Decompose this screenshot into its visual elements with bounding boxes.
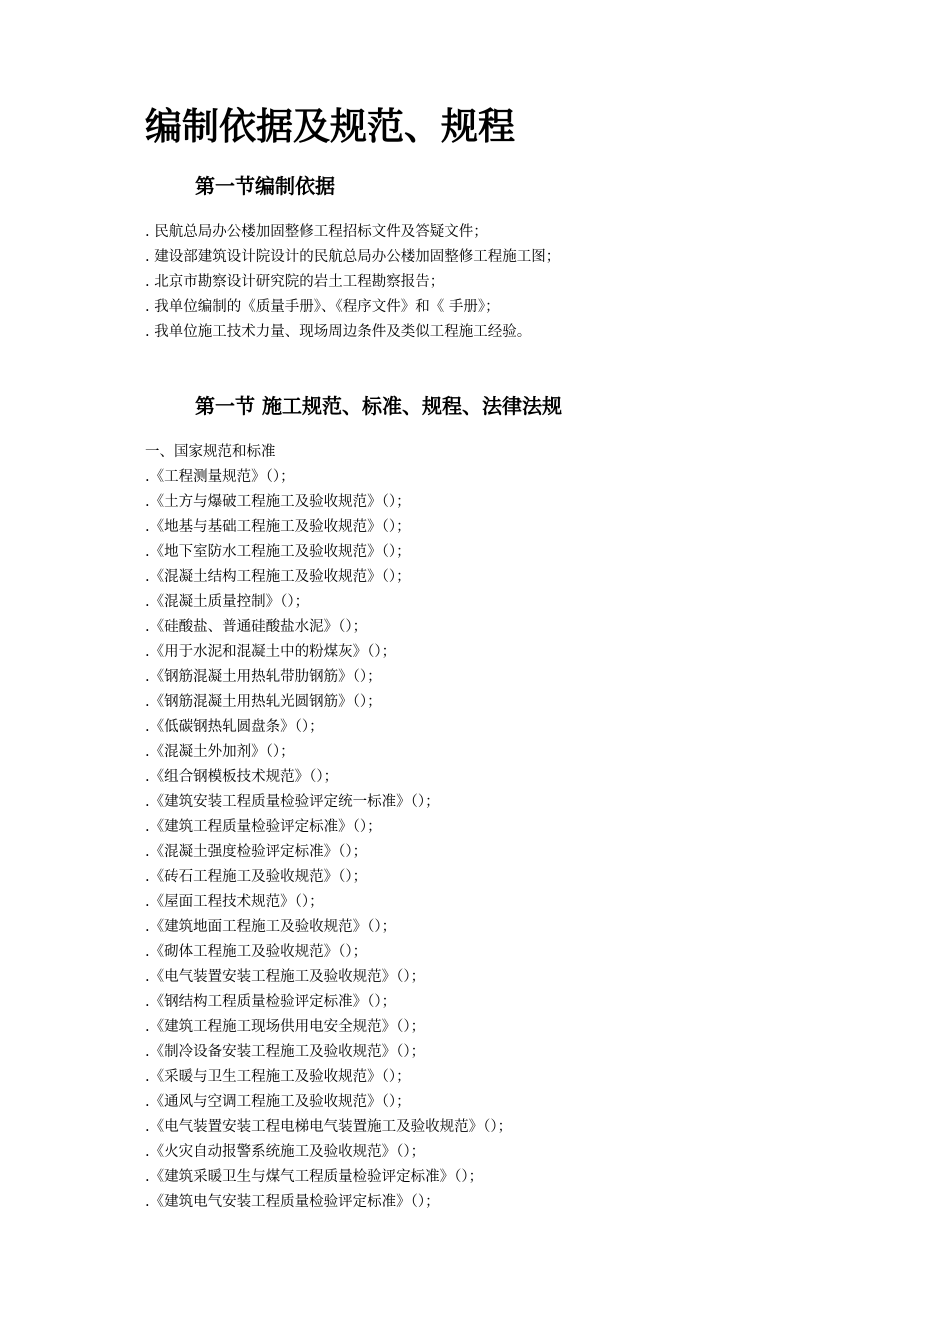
standard-item: .《火灾自动报警系统施工及验收规范》（）； <box>145 1144 426 1160</box>
standards-block <box>145 440 512 1215</box>
standard-item: .《建筑安装工程质量检验评定统一标准》（）； <box>145 794 440 810</box>
national-standards-subheading: 一、国家规范和标准 <box>145 444 276 460</box>
compilation-basis-item: . 我单位施工技术力量、现场周边条件及类似工程施工经验。 <box>145 324 532 340</box>
compilation-basis-item: . 建设部建筑设计院设计的民航总局办公楼加固整修工程施工图； <box>145 249 561 265</box>
standard-item: .《建筑采暖卫生与煤气工程质量检验评定标准》（）； <box>145 1169 484 1185</box>
standard-item: .《建筑电气安装工程质量检验评定标准》（）； <box>145 1194 440 1210</box>
standard-item: .《建筑地面工程施工及验收规范》（）； <box>145 919 397 935</box>
standard-item: .《建筑工程质量检验评定标准》（）； <box>145 819 382 835</box>
compilation-basis-item: . 我单位编制的《质量手册》、《程序文件》和《 手册》； <box>145 299 500 315</box>
standard-item: .《电气装置安装工程施工及验收规范》（）； <box>145 969 426 985</box>
standard-item: .《低碳钢热轧圆盘条》（）； <box>145 719 324 735</box>
section-heading-standards: 第一节 施工规范、标准、规程、法律法规 <box>195 394 562 418</box>
standard-item: .《电气装置安装工程电梯电气装置施工及验收规范》（）； <box>145 1119 513 1135</box>
compilation-basis-list <box>145 220 560 345</box>
standard-item: .《采暖与卫生工程施工及验收规范》（）； <box>145 1069 411 1085</box>
standard-item: .《建筑工程施工现场供用电安全规范》（）； <box>145 1019 426 1035</box>
standard-item: .《混凝土外加剂》（）； <box>145 744 295 760</box>
standard-item: .《工程测量规范》（）； <box>145 469 295 485</box>
standard-item: .《组合钢模板技术规范》（）； <box>145 769 339 785</box>
standard-item: .《制冷设备安装工程施工及验收规范》（）； <box>145 1044 426 1060</box>
standard-item: .《钢结构工程质量检验评定标准》（）； <box>145 994 397 1010</box>
document-title: 编制依据及规范、规程 <box>145 104 515 148</box>
standard-item: .《混凝土质量控制》（）； <box>145 594 310 610</box>
national-standards-list <box>145 465 512 1215</box>
standard-item: .《混凝土强度检验评定标准》（）； <box>145 844 368 860</box>
standard-item: .《钢筋混凝土用热轧光圆钢筋》（）； <box>145 694 382 710</box>
standard-item: .《通风与空调工程施工及验收规范》（）； <box>145 1094 411 1110</box>
standard-item: .《屋面工程技术规范》（）； <box>145 894 324 910</box>
standard-item: .《用于水泥和混凝土中的粉煤灰》（）； <box>145 644 397 660</box>
standard-item: .《砌体工程施工及验收规范》（）； <box>145 944 368 960</box>
standard-item: .《土方与爆破工程施工及验收规范》（）； <box>145 494 411 510</box>
compilation-basis-item: . 北京市勘察设计研究院的岩土工程勘察报告； <box>145 274 445 290</box>
standard-item: .《地基与基础工程施工及验收规范》（）； <box>145 519 411 535</box>
standard-item: .《砖石工程施工及验收规范》（）； <box>145 869 368 885</box>
standard-item: .《混凝土结构工程施工及验收规范》（）； <box>145 569 411 585</box>
section-heading-compilation-basis: 第一节编制依据 <box>195 174 335 198</box>
standard-item: .《地下室防水工程施工及验收规范》（）； <box>145 544 411 560</box>
standard-item: .《钢筋混凝土用热轧带肋钢筋》（）； <box>145 669 382 685</box>
compilation-basis-item: . 民航总局办公楼加固整修工程招标文件及答疑文件； <box>145 224 488 240</box>
standard-item: .《硅酸盐、普通硅酸盐水泥》（）； <box>145 619 368 635</box>
